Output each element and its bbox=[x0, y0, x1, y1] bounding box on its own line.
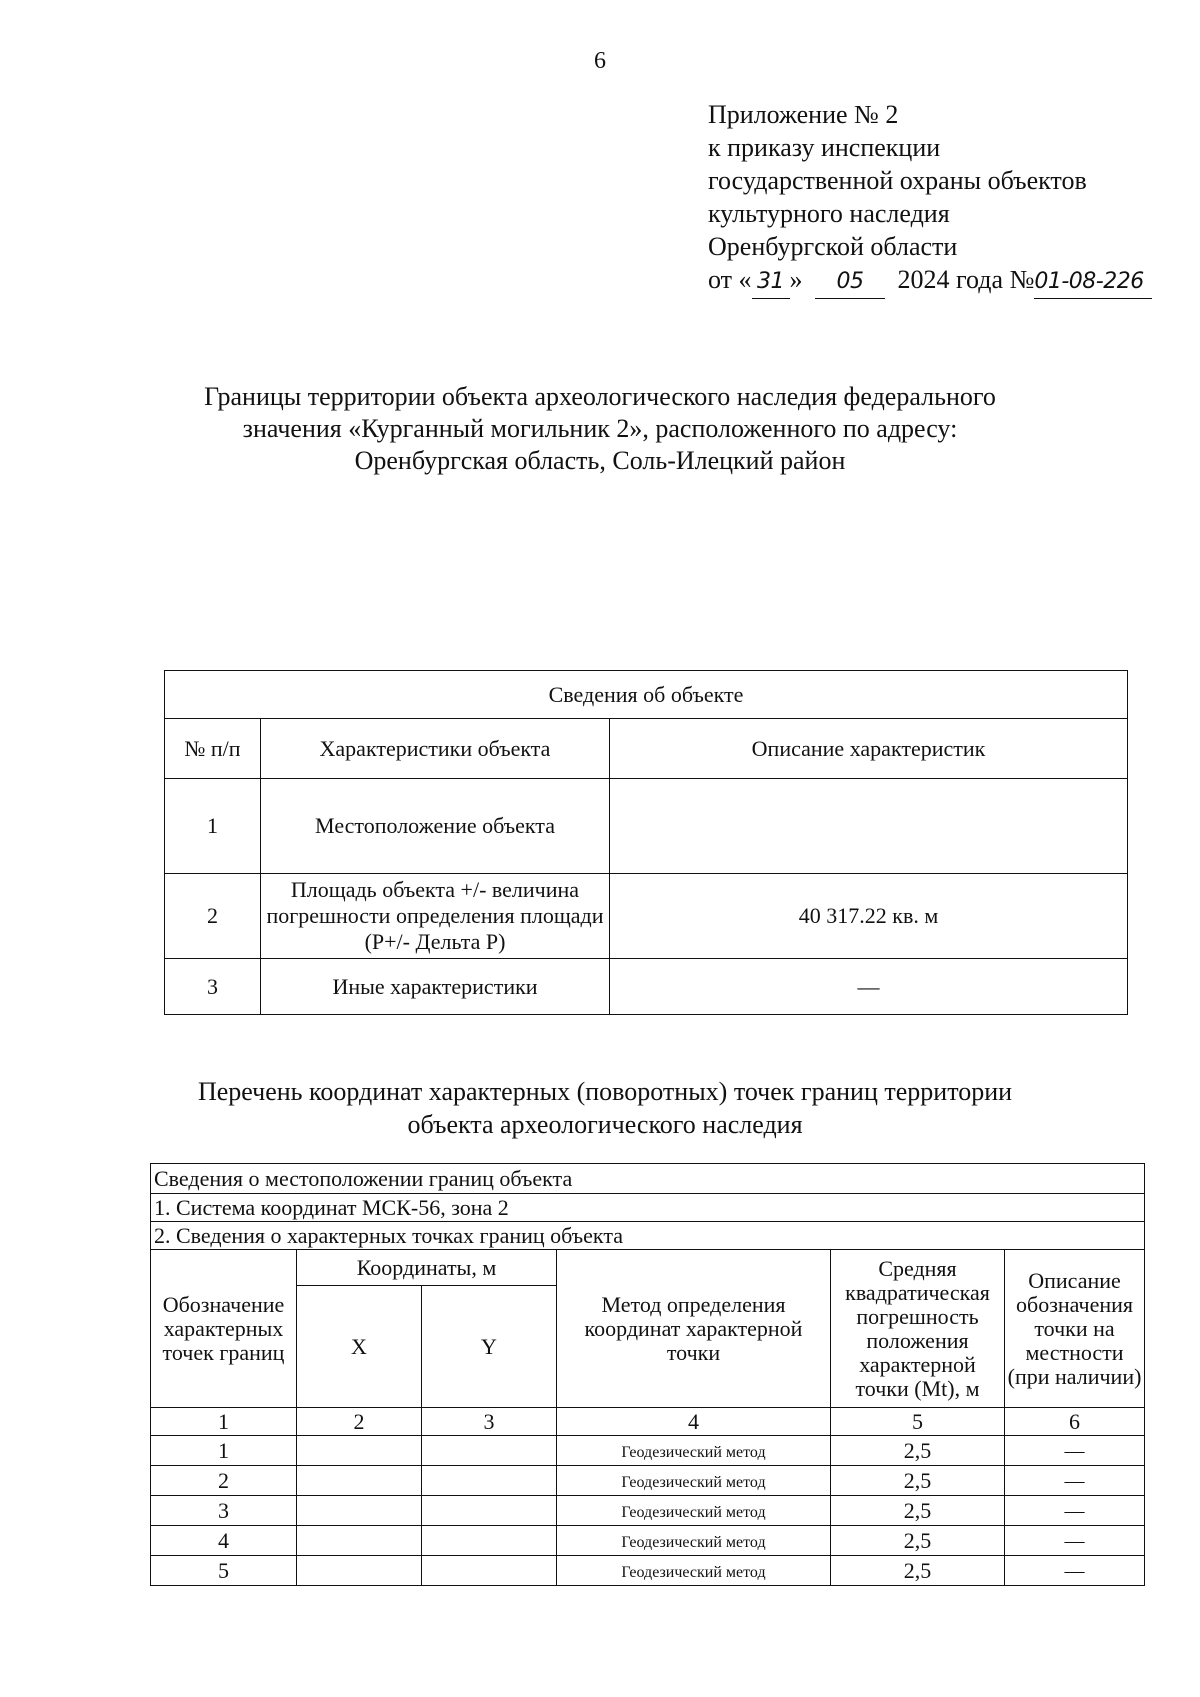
row-characteristic: Местоположение объекта bbox=[261, 779, 610, 874]
coord-x bbox=[297, 1556, 422, 1586]
title-line: объекта археологического наследия bbox=[407, 1110, 803, 1139]
table-row bbox=[151, 1526, 1145, 1556]
object-table-header: Сведения об объекте bbox=[165, 671, 1128, 719]
coordinate-system: 1. Система координат МСК-56, зона 2 bbox=[151, 1194, 1145, 1222]
coordinates-title bbox=[150, 1075, 1060, 1141]
object-info-table bbox=[164, 670, 1128, 1015]
coord-x bbox=[297, 1436, 422, 1466]
column-header-y: Y bbox=[422, 1286, 557, 1408]
error-cell: 2,5 bbox=[831, 1436, 1005, 1466]
appendix-line: к приказу инспекции bbox=[708, 133, 941, 162]
column-header: № п/п bbox=[165, 719, 261, 779]
coord-x bbox=[297, 1496, 422, 1526]
handwritten-day: 31 bbox=[752, 265, 790, 299]
appendix-line: Оренбургской области bbox=[708, 232, 958, 261]
column-numbers-row bbox=[151, 1408, 1145, 1436]
handwritten-month: 05 bbox=[815, 265, 885, 299]
method-cell: Геодезический метод bbox=[557, 1556, 831, 1586]
point-label: 2 bbox=[151, 1466, 297, 1496]
row-number: 2 bbox=[165, 874, 261, 959]
column-header-error: Средняя квадратическая погрешность положения характерной точки (Mt), м bbox=[831, 1250, 1005, 1408]
date-mid: » bbox=[789, 265, 803, 294]
coord-y bbox=[422, 1436, 557, 1466]
column-header-coordinates: Координаты, м bbox=[297, 1250, 557, 1286]
column-number: 2 bbox=[297, 1408, 422, 1436]
row-description: — bbox=[610, 959, 1128, 1015]
column-header: Характеристики объекта bbox=[261, 719, 610, 779]
method-cell: Геодезический метод bbox=[557, 1466, 831, 1496]
description-cell: — bbox=[1005, 1466, 1145, 1496]
title-line: значения «Курганный могильник 2», расположенного по адресу: bbox=[242, 414, 958, 443]
method-cell: Геодезический метод bbox=[557, 1436, 831, 1466]
coord-x bbox=[297, 1526, 422, 1556]
column-header: Описание характеристик bbox=[610, 719, 1128, 779]
coord-y bbox=[422, 1526, 557, 1556]
appendix-line: государственной охраны объектов bbox=[708, 166, 1087, 195]
column-number: 3 bbox=[422, 1408, 557, 1436]
coord-x bbox=[297, 1466, 422, 1496]
method-cell: Геодезический метод bbox=[557, 1496, 831, 1526]
title-line: Границы территории объекта археологического наследия федерального bbox=[204, 382, 996, 411]
column-header-point: Обозначение характерных точек границ bbox=[151, 1250, 297, 1408]
description-cell: — bbox=[1005, 1496, 1145, 1526]
point-label: 3 bbox=[151, 1496, 297, 1526]
page-number: 6 bbox=[594, 48, 606, 74]
error-cell: 2,5 bbox=[831, 1526, 1005, 1556]
table-row bbox=[165, 874, 1128, 959]
column-header-method: Метод определения координат характерной точки bbox=[557, 1250, 831, 1408]
point-label: 4 bbox=[151, 1526, 297, 1556]
date-prefix: от « bbox=[708, 265, 752, 294]
column-header-x: X bbox=[297, 1286, 422, 1408]
coords-section-header: Сведения о местоположении границ объекта bbox=[151, 1164, 1145, 1194]
table-row bbox=[151, 1466, 1145, 1496]
table-row bbox=[151, 1436, 1145, 1466]
handwritten-doc-number: 01-08-226 bbox=[1034, 265, 1152, 299]
appendix-block bbox=[708, 98, 1152, 299]
coord-y bbox=[422, 1466, 557, 1496]
table-row bbox=[165, 779, 1128, 874]
coord-y bbox=[422, 1556, 557, 1586]
appendix-date-line bbox=[708, 263, 1152, 299]
row-description: 40 317.22 кв. м bbox=[610, 874, 1128, 959]
coordinates-table bbox=[150, 1163, 1145, 1586]
point-label: 1 bbox=[151, 1436, 297, 1466]
coord-y bbox=[422, 1496, 557, 1526]
points-section-header: 2. Сведения о характерных точках границ объекта bbox=[151, 1222, 1145, 1250]
description-cell: — bbox=[1005, 1526, 1145, 1556]
error-cell: 2,5 bbox=[831, 1556, 1005, 1586]
document-title bbox=[150, 381, 1050, 477]
description-cell: — bbox=[1005, 1556, 1145, 1586]
appendix-title: Приложение № 2 bbox=[708, 100, 899, 129]
date-year: 2024 года № bbox=[897, 265, 1035, 294]
table-row bbox=[165, 959, 1128, 1015]
description-cell: — bbox=[1005, 1436, 1145, 1466]
error-cell: 2,5 bbox=[831, 1466, 1005, 1496]
title-line: Оренбургская область, Соль-Илецкий район bbox=[354, 446, 846, 475]
error-cell: 2,5 bbox=[831, 1496, 1005, 1526]
column-header-description: Описание обозначения точки на местности (при наличии) bbox=[1005, 1250, 1145, 1408]
column-number: 4 bbox=[557, 1408, 831, 1436]
column-number: 5 bbox=[831, 1408, 1005, 1436]
row-number: 1 bbox=[165, 779, 261, 874]
row-characteristic: Площадь объекта +/- величина погрешности определения площади (Р+/- Дельта Р) bbox=[261, 874, 610, 959]
appendix-line: культурного наследия bbox=[708, 199, 950, 228]
table-row bbox=[151, 1556, 1145, 1586]
row-description bbox=[610, 779, 1128, 874]
row-characteristic: Иные характеристики bbox=[261, 959, 610, 1015]
point-label: 5 bbox=[151, 1556, 297, 1586]
table-row bbox=[151, 1496, 1145, 1526]
method-cell: Геодезический метод bbox=[557, 1526, 831, 1556]
title-line: Перечень координат характерных (поворотных) точек границ территории bbox=[197, 1077, 1013, 1106]
column-number: 1 bbox=[151, 1408, 297, 1436]
row-number: 3 bbox=[165, 959, 261, 1015]
column-number: 6 bbox=[1005, 1408, 1145, 1436]
